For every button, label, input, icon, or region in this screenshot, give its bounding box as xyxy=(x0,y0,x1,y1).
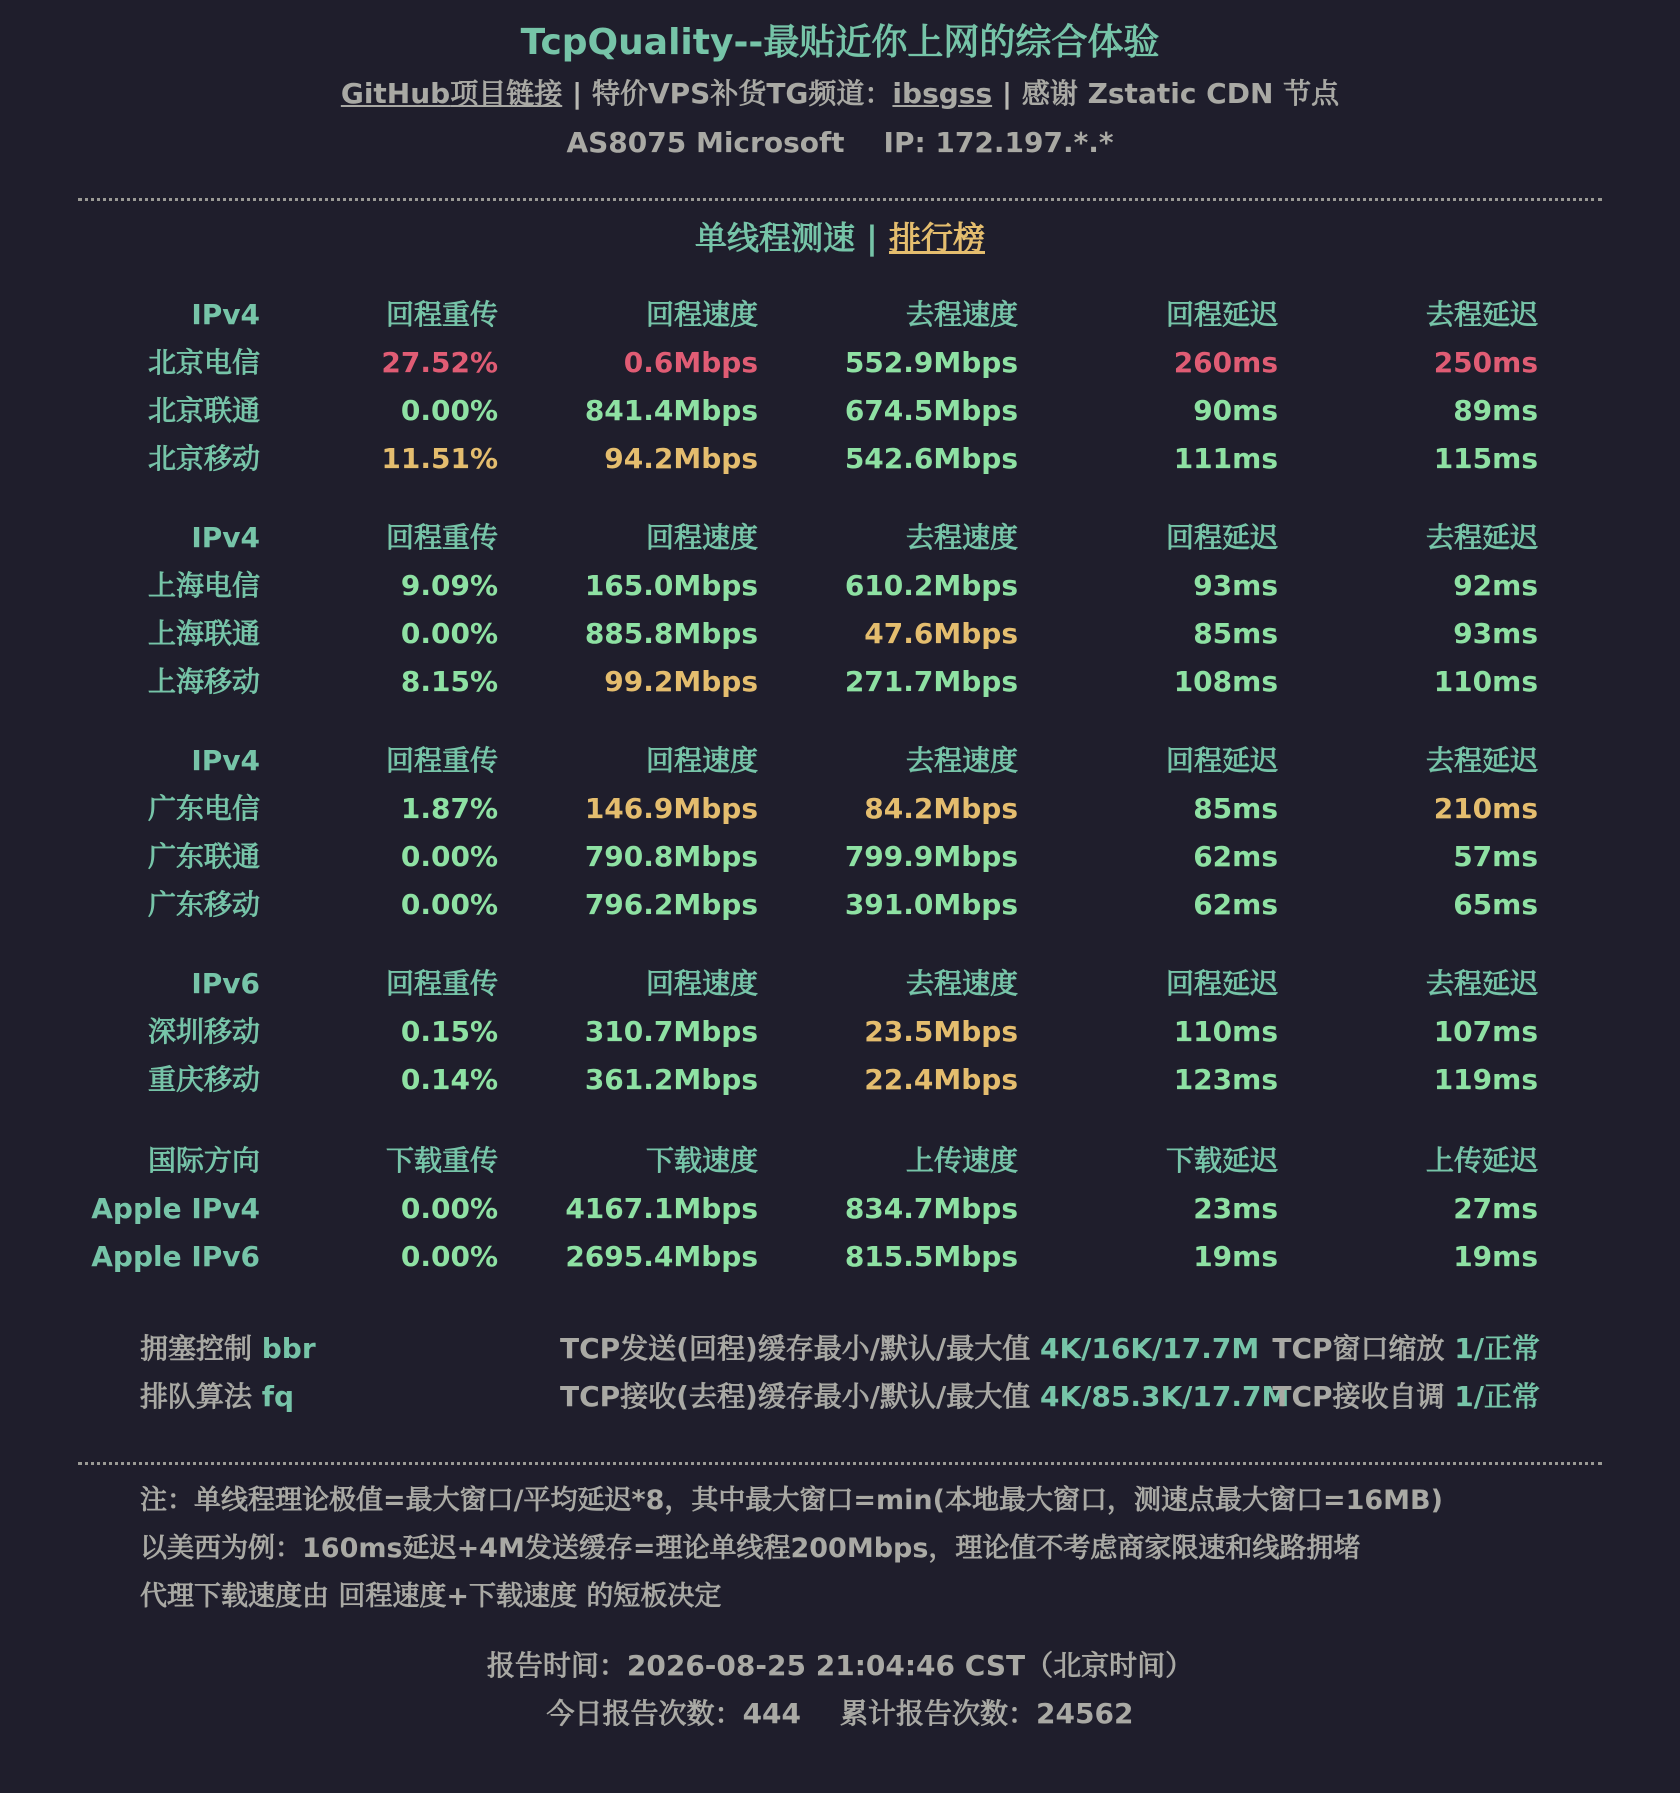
column-header: 去程速度 xyxy=(905,521,1018,554)
metric-value: 110ms xyxy=(1433,665,1538,698)
column-header: 去程速度 xyxy=(905,744,1018,777)
ip-info: IP: 172.197.*.* xyxy=(883,126,1114,159)
column-header: 回程延迟 xyxy=(1165,298,1278,331)
column-header: 回程延迟 xyxy=(1165,744,1278,777)
metric-value: 9.09% xyxy=(400,569,498,602)
as-info: AS8075 Microsoft xyxy=(566,126,845,159)
metric-value: 19ms xyxy=(1453,1240,1538,1273)
metric-value: 110ms xyxy=(1173,1015,1278,1048)
congestion-control xyxy=(140,1325,316,1373)
metric-value: 0.00% xyxy=(400,840,498,873)
column-header: 回程速度 xyxy=(645,744,758,777)
nav-current-single-thread: 单线程测速 xyxy=(695,219,856,257)
network-info xyxy=(0,121,1680,165)
nav-ranking-link[interactable]: 排行榜 xyxy=(888,219,985,257)
metric-value: 391.0Mbps xyxy=(844,888,1018,921)
metric-value: 0.14% xyxy=(400,1063,498,1096)
metric-value: 62ms xyxy=(1193,888,1278,921)
metric-value: 0.00% xyxy=(400,394,498,427)
column-header: 回程重传 xyxy=(385,967,498,1000)
table-row xyxy=(0,1233,1680,1281)
metric-value: 4167.1Mbps xyxy=(565,1192,758,1225)
separator: | xyxy=(571,77,583,110)
window-scale-label: TCP窗口缩放 xyxy=(1272,1332,1445,1365)
metric-value: 93ms xyxy=(1453,617,1538,650)
metric-value: 11.51% xyxy=(381,442,498,475)
column-header: 回程速度 xyxy=(645,521,758,554)
recv-buffer-value: 4K/85.3K/17.7M xyxy=(1039,1380,1290,1413)
metric-value: 85ms xyxy=(1193,792,1278,825)
subtitle-links xyxy=(0,72,1680,116)
page-title: TcpQuality--最贴近你上网的综合体验 xyxy=(520,22,1160,63)
metric-value: 22.4Mbps xyxy=(864,1063,1018,1096)
recv-autotune xyxy=(1272,1373,1540,1421)
window-scale-value: 1/正常 xyxy=(1454,1332,1540,1365)
route-name: 广东联通 xyxy=(147,840,260,873)
table-row xyxy=(0,881,1680,929)
send-buffer xyxy=(560,1325,1259,1373)
metric-value: 250ms xyxy=(1433,346,1538,379)
report-counts xyxy=(0,1690,1680,1738)
recv-autotune-value: 1/正常 xyxy=(1454,1380,1540,1413)
metric-value: 834.7Mbps xyxy=(844,1192,1018,1225)
column-header: 回程速度 xyxy=(645,967,758,1000)
metric-value: 815.5Mbps xyxy=(844,1240,1018,1273)
table-row xyxy=(0,387,1680,435)
metric-value: 2695.4Mbps xyxy=(565,1240,758,1273)
column-header: 去程延迟 xyxy=(1425,298,1538,331)
table-row xyxy=(0,339,1680,387)
bottom-divider xyxy=(78,1462,1602,1465)
note-line: 代理下载速度由 回程速度+下载速度 的短板决定 xyxy=(140,1581,722,1612)
metric-value: 552.9Mbps xyxy=(844,346,1018,379)
metric-value: 27ms xyxy=(1453,1192,1538,1225)
column-header: 回程延迟 xyxy=(1165,521,1278,554)
column-header: 下载速度 xyxy=(645,1144,758,1177)
metric-value: 210ms xyxy=(1433,792,1538,825)
metric-value: 119ms xyxy=(1433,1063,1538,1096)
route-name: 上海联通 xyxy=(147,617,260,650)
metric-value: 271.7Mbps xyxy=(844,665,1018,698)
table-row xyxy=(0,658,1680,706)
metric-value: 19ms xyxy=(1193,1240,1278,1273)
note-line: 以美西为例：160ms延迟+4M发送缓存=理论单线程200Mbps，理论值不考虑商家限速和线路拥堵 xyxy=(140,1533,1361,1564)
note-line: 注：单线程理论极值=最大窗口/平均延迟*8，其中最大窗口=min(本地最大窗口，测速点最大窗口=16MB) xyxy=(140,1485,1443,1516)
top-divider xyxy=(78,198,1602,201)
route-name: Apple IPv6 xyxy=(91,1240,260,1273)
metric-value: 0.00% xyxy=(400,888,498,921)
column-header: 回程重传 xyxy=(385,744,498,777)
column-header: IPv6 xyxy=(191,967,260,1000)
table-row xyxy=(0,1056,1680,1104)
route-name: 重庆移动 xyxy=(147,1063,260,1096)
send-buffer-value: 4K/16K/17.7M xyxy=(1039,1332,1260,1365)
metric-value: 885.8Mbps xyxy=(584,617,758,650)
metric-value: 92ms xyxy=(1453,569,1538,602)
metric-value: 85ms xyxy=(1193,617,1278,650)
column-header: 上传速度 xyxy=(905,1144,1018,1177)
table-row xyxy=(0,562,1680,610)
column-header: 上传延迟 xyxy=(1425,1144,1538,1177)
metric-value: 0.00% xyxy=(400,617,498,650)
metric-value: 0.15% xyxy=(400,1015,498,1048)
section-header-row xyxy=(0,960,1680,1008)
metric-value: 23.5Mbps xyxy=(864,1015,1018,1048)
github-link-text: GitHub xyxy=(340,77,451,110)
github-link-suffix: 项目链接 xyxy=(450,77,563,110)
qdisc-label: 排队算法 xyxy=(140,1380,253,1413)
route-name: 北京移动 xyxy=(147,442,260,475)
metric-value: 108ms xyxy=(1173,665,1278,698)
metric-value: 123ms xyxy=(1173,1063,1278,1096)
recv-buffer xyxy=(560,1373,1289,1421)
column-header: 去程延迟 xyxy=(1425,967,1538,1000)
metric-value: 361.2Mbps xyxy=(584,1063,758,1096)
thanks-text: 感谢 Zstatic CDN 节点 xyxy=(1021,77,1340,110)
route-name: 深圳移动 xyxy=(147,1015,260,1048)
recv-buffer-label: TCP接收(去程)缓存最小/默认/最大值 xyxy=(560,1380,1031,1413)
route-name: 上海移动 xyxy=(147,665,260,698)
column-header: 回程速度 xyxy=(645,298,758,331)
metric-value: 542.6Mbps xyxy=(844,442,1018,475)
column-header: 去程速度 xyxy=(905,298,1018,331)
metric-value: 0.6Mbps xyxy=(623,346,758,379)
route-name: 北京联通 xyxy=(147,394,260,427)
column-header: 国际方向 xyxy=(147,1144,260,1177)
route-name: Apple IPv4 xyxy=(91,1192,260,1225)
today-count-label: 今日报告次数： xyxy=(546,1697,743,1730)
nav-separator: | xyxy=(866,219,878,257)
metric-value: 23ms xyxy=(1193,1192,1278,1225)
system-row-1 xyxy=(0,1325,1680,1373)
metric-value: 8.15% xyxy=(400,665,498,698)
github-link[interactable] xyxy=(341,77,562,110)
column-header: 去程延迟 xyxy=(1425,521,1538,554)
metric-value: 57ms xyxy=(1453,840,1538,873)
separator: | xyxy=(1001,77,1013,110)
metric-value: 84.2Mbps xyxy=(864,792,1018,825)
table-row xyxy=(0,785,1680,833)
vps-text: 特价VPS补货TG频道： xyxy=(591,77,893,110)
qdisc-value: fq xyxy=(261,1380,294,1413)
column-header: 回程延迟 xyxy=(1165,967,1278,1000)
metric-value: 799.9Mbps xyxy=(844,840,1018,873)
tg-channel-link[interactable]: ibsgss xyxy=(892,77,993,110)
column-header: IPv4 xyxy=(191,521,260,554)
send-buffer-label: TCP发送(回程)缓存最小/默认/最大值 xyxy=(560,1332,1031,1365)
total-count-label: 累计报告次数： xyxy=(840,1697,1037,1730)
queue-discipline xyxy=(140,1373,294,1421)
column-header: 回程重传 xyxy=(385,521,498,554)
column-header: IPv4 xyxy=(191,298,260,331)
metric-value: 107ms xyxy=(1433,1015,1538,1048)
metric-value: 1.87% xyxy=(400,792,498,825)
report-time: 报告时间：2026-08-25 21:04:46 CST（北京时间） xyxy=(486,1649,1194,1682)
metric-value: 62ms xyxy=(1193,840,1278,873)
metric-value: 260ms xyxy=(1173,346,1278,379)
table-row xyxy=(0,435,1680,483)
metric-value: 146.9Mbps xyxy=(584,792,758,825)
total-count: 24562 xyxy=(1036,1697,1134,1730)
section-header-row xyxy=(0,291,1680,339)
metric-value: 610.2Mbps xyxy=(844,569,1018,602)
metric-value: 90ms xyxy=(1193,394,1278,427)
column-header: 去程速度 xyxy=(905,967,1018,1000)
table-row xyxy=(0,833,1680,881)
metric-value: 115ms xyxy=(1433,442,1538,475)
metric-value: 65ms xyxy=(1453,888,1538,921)
today-count: 444 xyxy=(742,1697,802,1730)
table-row xyxy=(0,1008,1680,1056)
metric-value: 841.4Mbps xyxy=(584,394,758,427)
column-header: 回程重传 xyxy=(385,298,498,331)
metric-value: 27.52% xyxy=(381,346,498,379)
metric-value: 165.0Mbps xyxy=(584,569,758,602)
column-header: 下载重传 xyxy=(385,1144,498,1177)
system-row-2 xyxy=(0,1373,1680,1421)
metric-value: 93ms xyxy=(1193,569,1278,602)
metric-value: 89ms xyxy=(1453,394,1538,427)
metric-value: 47.6Mbps xyxy=(864,617,1018,650)
section-header-row xyxy=(0,737,1680,785)
cc-label: 拥塞控制 xyxy=(140,1332,253,1365)
section-header-row xyxy=(0,1137,1680,1185)
cc-value: bbr xyxy=(261,1332,316,1365)
metric-value: 310.7Mbps xyxy=(584,1015,758,1048)
metric-value: 0.00% xyxy=(400,1192,498,1225)
window-scale xyxy=(1272,1325,1540,1373)
metric-value: 0.00% xyxy=(400,1240,498,1273)
metric-value: 796.2Mbps xyxy=(584,888,758,921)
column-header: IPv4 xyxy=(191,744,260,777)
metric-value: 790.8Mbps xyxy=(584,840,758,873)
metric-value: 674.5Mbps xyxy=(844,394,1018,427)
metric-value: 99.2Mbps xyxy=(604,665,758,698)
recv-autotune-label: TCP接收自调 xyxy=(1272,1380,1445,1413)
table-row xyxy=(0,1185,1680,1233)
metric-value: 94.2Mbps xyxy=(604,442,758,475)
metric-value: 111ms xyxy=(1173,442,1278,475)
column-header: 去程延迟 xyxy=(1425,744,1538,777)
route-name: 上海电信 xyxy=(147,569,260,602)
table-row xyxy=(0,610,1680,658)
route-name: 广东电信 xyxy=(147,792,260,825)
section-header-row xyxy=(0,514,1680,562)
column-header: 下载延迟 xyxy=(1165,1144,1278,1177)
route-name: 广东移动 xyxy=(147,888,260,921)
route-name: 北京电信 xyxy=(147,346,260,379)
nav-bar xyxy=(0,214,1680,262)
